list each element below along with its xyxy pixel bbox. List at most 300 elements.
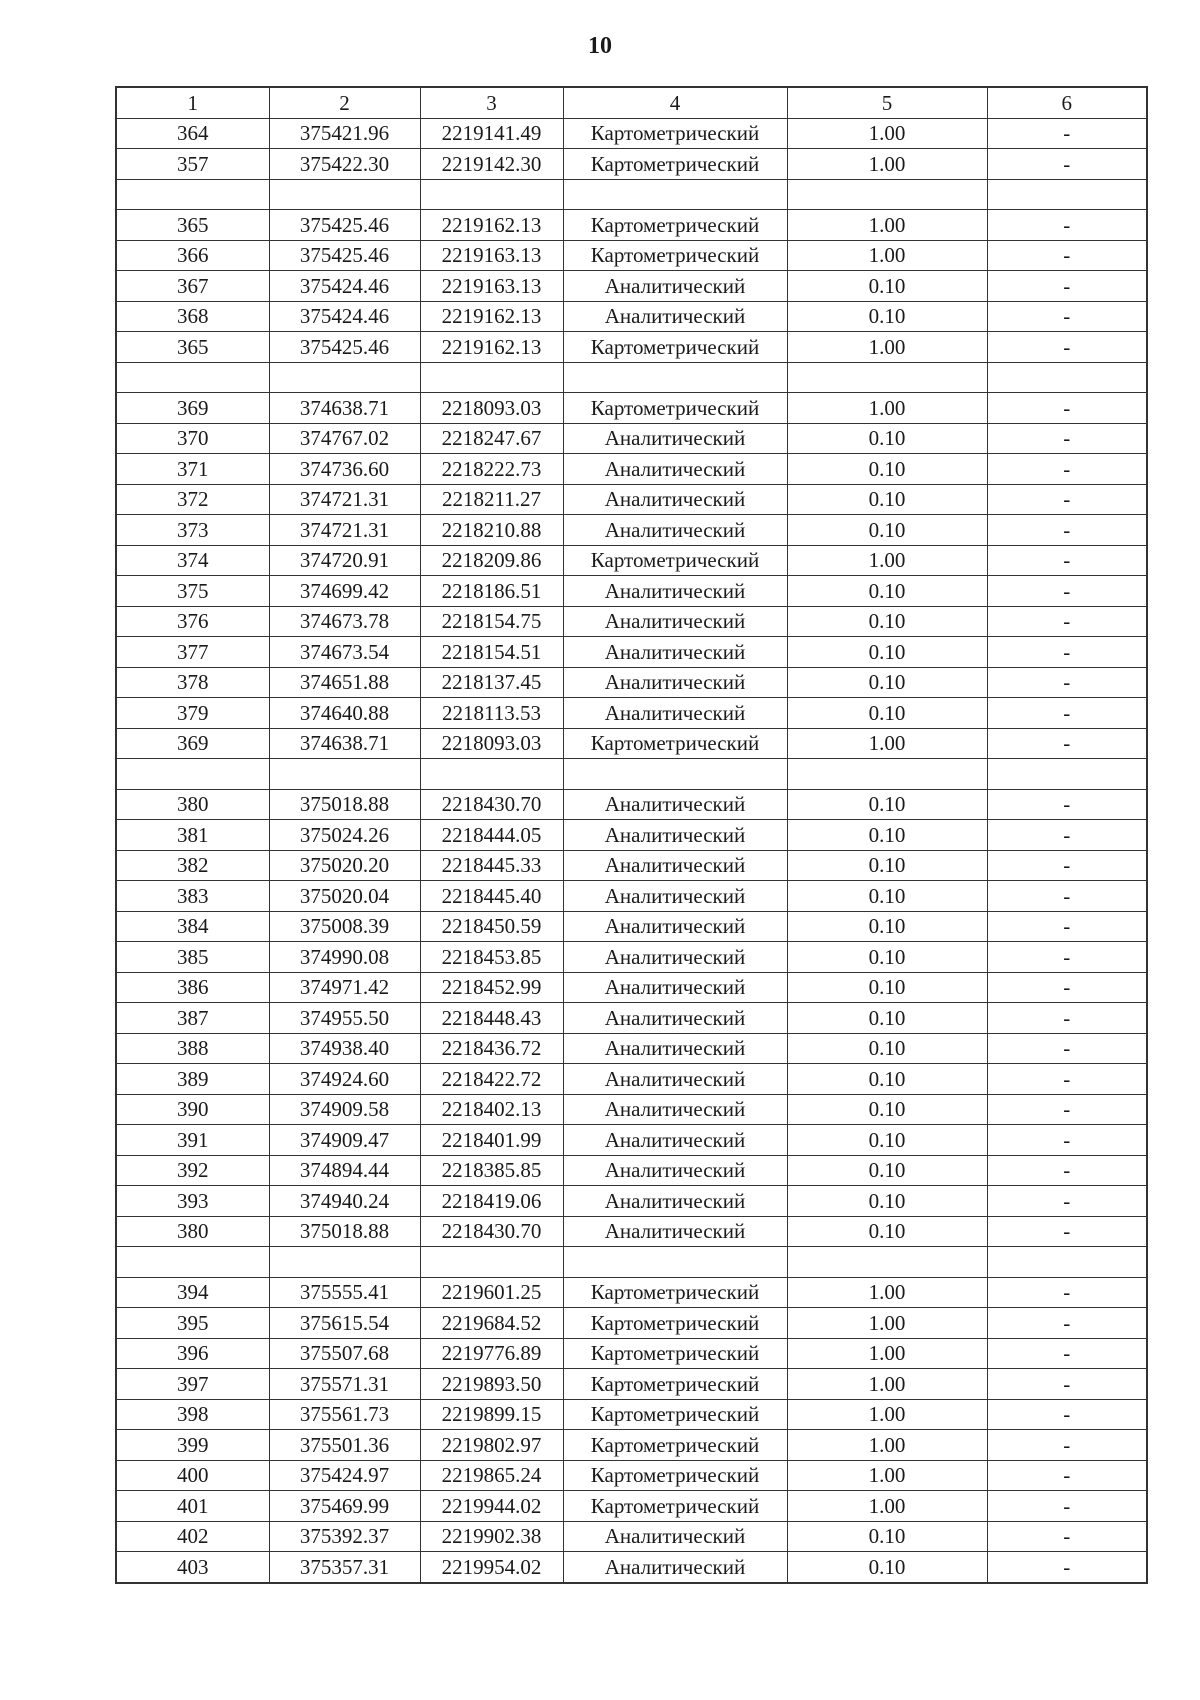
x-coordinate-cell: 374638.71: [269, 728, 420, 759]
y-coordinate-cell: 2219163.13: [420, 271, 563, 302]
accuracy-cell: [787, 759, 987, 790]
x-coordinate-cell: 374938.40: [269, 1033, 420, 1064]
point-number-cell: 374: [116, 545, 269, 576]
x-coordinate-cell: 375024.26: [269, 820, 420, 851]
y-coordinate-cell: 2218430.70: [420, 789, 563, 820]
method-cell: Аналитический: [563, 820, 787, 851]
note-cell: -: [987, 301, 1147, 332]
column-header: 2: [269, 87, 420, 118]
point-number-cell: 372: [116, 484, 269, 515]
note-cell: -: [987, 576, 1147, 607]
accuracy-cell: 0.10: [787, 1064, 987, 1095]
table-row: [116, 1094, 1147, 1125]
x-coordinate-cell: 375424.46: [269, 271, 420, 302]
table-row: [116, 545, 1147, 576]
y-coordinate-cell: 2219776.89: [420, 1338, 563, 1369]
note-cell: -: [987, 942, 1147, 973]
method-cell: Аналитический: [563, 301, 787, 332]
method-cell: Аналитический: [563, 1521, 787, 1552]
x-coordinate-cell: [269, 1247, 420, 1278]
accuracy-cell: 0.10: [787, 576, 987, 607]
x-coordinate-cell: 374721.31: [269, 515, 420, 546]
x-coordinate-cell: 374940.24: [269, 1186, 420, 1217]
point-number-cell: 369: [116, 393, 269, 424]
method-cell: Картометрический: [563, 1308, 787, 1339]
note-cell: -: [987, 271, 1147, 302]
note-cell: -: [987, 1277, 1147, 1308]
accuracy-cell: 0.10: [787, 484, 987, 515]
point-number-cell: [116, 179, 269, 210]
note-cell: -: [987, 1521, 1147, 1552]
accuracy-cell: 1.00: [787, 1460, 987, 1491]
accuracy-cell: 0.10: [787, 423, 987, 454]
table-row: [116, 1308, 1147, 1339]
note-cell: [987, 1247, 1147, 1278]
accuracy-cell: 0.10: [787, 1216, 987, 1247]
table-row: [116, 789, 1147, 820]
accuracy-cell: 0.10: [787, 301, 987, 332]
y-coordinate-cell: 2218186.51: [420, 576, 563, 607]
accuracy-cell: 0.10: [787, 1125, 987, 1156]
method-cell: Картометрический: [563, 332, 787, 363]
y-coordinate-cell: [420, 179, 563, 210]
table-row: [116, 698, 1147, 729]
method-cell: [563, 362, 787, 393]
method-cell: Картометрический: [563, 1491, 787, 1522]
table-row: [116, 1460, 1147, 1491]
x-coordinate-cell: 375357.31: [269, 1552, 420, 1583]
point-number-cell: 377: [116, 637, 269, 668]
table-row: [116, 423, 1147, 454]
point-number-cell: 381: [116, 820, 269, 851]
accuracy-cell: 1.00: [787, 393, 987, 424]
note-cell: -: [987, 911, 1147, 942]
table-row: [116, 759, 1147, 790]
method-cell: Аналитический: [563, 1003, 787, 1034]
note-cell: -: [987, 1460, 1147, 1491]
accuracy-cell: 1.00: [787, 1308, 987, 1339]
table-row: [116, 515, 1147, 546]
accuracy-cell: 0.10: [787, 789, 987, 820]
table-row: [116, 1125, 1147, 1156]
point-number-cell: 384: [116, 911, 269, 942]
y-coordinate-cell: 2218419.06: [420, 1186, 563, 1217]
method-cell: Аналитический: [563, 698, 787, 729]
y-coordinate-cell: 2219601.25: [420, 1277, 563, 1308]
note-cell: -: [987, 1308, 1147, 1339]
point-number-cell: 387: [116, 1003, 269, 1034]
note-cell: -: [987, 1338, 1147, 1369]
x-coordinate-cell: [269, 362, 420, 393]
accuracy-cell: 1.00: [787, 545, 987, 576]
table-row: [116, 1186, 1147, 1217]
y-coordinate-cell: 2218453.85: [420, 942, 563, 973]
table-row: [116, 301, 1147, 332]
point-number-cell: [116, 1247, 269, 1278]
x-coordinate-cell: 374894.44: [269, 1155, 420, 1186]
point-number-cell: 371: [116, 454, 269, 485]
x-coordinate-cell: [269, 179, 420, 210]
method-cell: Картометрический: [563, 1277, 787, 1308]
accuracy-cell: 1.00: [787, 1430, 987, 1461]
table-row: [116, 576, 1147, 607]
accuracy-cell: 0.10: [787, 850, 987, 881]
point-number-cell: 378: [116, 667, 269, 698]
point-number-cell: 380: [116, 789, 269, 820]
x-coordinate-cell: 374720.91: [269, 545, 420, 576]
note-cell: -: [987, 667, 1147, 698]
point-number-cell: 373: [116, 515, 269, 546]
x-coordinate-cell: 374699.42: [269, 576, 420, 607]
y-coordinate-cell: 2218093.03: [420, 728, 563, 759]
note-cell: -: [987, 1430, 1147, 1461]
accuracy-cell: [787, 1247, 987, 1278]
y-coordinate-cell: 2218402.13: [420, 1094, 563, 1125]
column-header: 3: [420, 87, 563, 118]
accuracy-cell: 1.00: [787, 118, 987, 149]
point-number-cell: 365: [116, 332, 269, 363]
x-coordinate-cell: 375020.04: [269, 881, 420, 912]
note-cell: -: [987, 1216, 1147, 1247]
column-header: 6: [987, 87, 1147, 118]
table-row: [116, 1216, 1147, 1247]
y-coordinate-cell: 2218154.51: [420, 637, 563, 668]
note-cell: -: [987, 789, 1147, 820]
point-number-cell: 390: [116, 1094, 269, 1125]
table-row: [116, 1369, 1147, 1400]
method-cell: [563, 179, 787, 210]
point-number-cell: 389: [116, 1064, 269, 1095]
table-row: [116, 240, 1147, 271]
method-cell: Аналитический: [563, 271, 787, 302]
method-cell: Картометрический: [563, 1430, 787, 1461]
x-coordinate-cell: 374909.58: [269, 1094, 420, 1125]
y-coordinate-cell: 2218436.72: [420, 1033, 563, 1064]
note-cell: -: [987, 423, 1147, 454]
y-coordinate-cell: 2218445.33: [420, 850, 563, 881]
x-coordinate-cell: 374971.42: [269, 972, 420, 1003]
method-cell: Картометрический: [563, 1460, 787, 1491]
table-row: [116, 911, 1147, 942]
y-coordinate-cell: 2218385.85: [420, 1155, 563, 1186]
method-cell: Аналитический: [563, 1155, 787, 1186]
accuracy-cell: 0.10: [787, 1094, 987, 1125]
table-row: [116, 881, 1147, 912]
x-coordinate-cell: 374673.54: [269, 637, 420, 668]
point-number-cell: 401: [116, 1491, 269, 1522]
accuracy-cell: 0.10: [787, 637, 987, 668]
y-coordinate-cell: 2219865.24: [420, 1460, 563, 1491]
table-row: [116, 332, 1147, 363]
method-cell: Аналитический: [563, 1216, 787, 1247]
accuracy-cell: 0.10: [787, 1003, 987, 1034]
accuracy-cell: 0.10: [787, 1155, 987, 1186]
point-number-cell: 366: [116, 240, 269, 271]
method-cell: Аналитический: [563, 637, 787, 668]
method-cell: Картометрический: [563, 1338, 787, 1369]
table-row: [116, 271, 1147, 302]
point-number-cell: 365: [116, 210, 269, 241]
y-coordinate-cell: 2218452.99: [420, 972, 563, 1003]
accuracy-cell: 0.10: [787, 911, 987, 942]
accuracy-cell: 1.00: [787, 1491, 987, 1522]
note-cell: -: [987, 1552, 1147, 1583]
x-coordinate-cell: 375020.20: [269, 850, 420, 881]
x-coordinate-cell: 374955.50: [269, 1003, 420, 1034]
method-cell: Аналитический: [563, 1033, 787, 1064]
y-coordinate-cell: 2218210.88: [420, 515, 563, 546]
point-number-cell: 391: [116, 1125, 269, 1156]
point-number-cell: [116, 759, 269, 790]
method-cell: Аналитический: [563, 850, 787, 881]
note-cell: -: [987, 698, 1147, 729]
column-header: 4: [563, 87, 787, 118]
x-coordinate-cell: 374736.60: [269, 454, 420, 485]
point-number-cell: 376: [116, 606, 269, 637]
accuracy-cell: 1.00: [787, 728, 987, 759]
note-cell: -: [987, 637, 1147, 668]
y-coordinate-cell: 2218093.03: [420, 393, 563, 424]
method-cell: Картометрический: [563, 149, 787, 180]
x-coordinate-cell: 375555.41: [269, 1277, 420, 1308]
point-number-cell: 393: [116, 1186, 269, 1217]
x-coordinate-cell: 375392.37: [269, 1521, 420, 1552]
method-cell: Аналитический: [563, 911, 787, 942]
table-row: [116, 210, 1147, 241]
accuracy-cell: 1.00: [787, 1338, 987, 1369]
accuracy-cell: [787, 179, 987, 210]
table-row: [116, 484, 1147, 515]
point-number-cell: 367: [116, 271, 269, 302]
x-coordinate-cell: 375425.46: [269, 210, 420, 241]
point-number-cell: 369: [116, 728, 269, 759]
point-number-cell: 383: [116, 881, 269, 912]
x-coordinate-cell: 374990.08: [269, 942, 420, 973]
y-coordinate-cell: 2218154.75: [420, 606, 563, 637]
method-cell: Картометрический: [563, 1399, 787, 1430]
header-row: [116, 87, 1147, 118]
x-coordinate-cell: 375615.54: [269, 1308, 420, 1339]
table-row: [116, 362, 1147, 393]
point-number-cell: 395: [116, 1308, 269, 1339]
point-number-cell: 392: [116, 1155, 269, 1186]
x-coordinate-cell: 374640.88: [269, 698, 420, 729]
point-number-cell: 368: [116, 301, 269, 332]
note-cell: -: [987, 515, 1147, 546]
note-cell: -: [987, 850, 1147, 881]
note-cell: -: [987, 393, 1147, 424]
y-coordinate-cell: [420, 759, 563, 790]
note-cell: -: [987, 240, 1147, 271]
accuracy-cell: 1.00: [787, 1369, 987, 1400]
table-row: [116, 1064, 1147, 1095]
x-coordinate-cell: 375469.99: [269, 1491, 420, 1522]
point-number-cell: 400: [116, 1460, 269, 1491]
accuracy-cell: 0.10: [787, 1521, 987, 1552]
x-coordinate-cell: 374721.31: [269, 484, 420, 515]
note-cell: -: [987, 454, 1147, 485]
table-row: [116, 1399, 1147, 1430]
method-cell: Аналитический: [563, 606, 787, 637]
x-coordinate-cell: 375507.68: [269, 1338, 420, 1369]
method-cell: Картометрический: [563, 393, 787, 424]
method-cell: Аналитический: [563, 1064, 787, 1095]
note-cell: [987, 179, 1147, 210]
table-row: [116, 118, 1147, 149]
y-coordinate-cell: 2218209.86: [420, 545, 563, 576]
y-coordinate-cell: 2218247.67: [420, 423, 563, 454]
note-cell: -: [987, 332, 1147, 363]
table-row: [116, 1247, 1147, 1278]
method-cell: Картометрический: [563, 118, 787, 149]
table-row: [116, 1277, 1147, 1308]
table-row: [116, 1552, 1147, 1583]
y-coordinate-cell: 2219954.02: [420, 1552, 563, 1583]
point-number-cell: 380: [116, 1216, 269, 1247]
note-cell: -: [987, 149, 1147, 180]
y-coordinate-cell: 2218113.53: [420, 698, 563, 729]
method-cell: Аналитический: [563, 454, 787, 485]
x-coordinate-cell: 375018.88: [269, 789, 420, 820]
method-cell: Аналитический: [563, 515, 787, 546]
accuracy-cell: 0.10: [787, 1033, 987, 1064]
note-cell: -: [987, 1186, 1147, 1217]
accuracy-cell: 0.10: [787, 271, 987, 302]
y-coordinate-cell: 2218450.59: [420, 911, 563, 942]
note-cell: -: [987, 545, 1147, 576]
y-coordinate-cell: [420, 1247, 563, 1278]
x-coordinate-cell: 375571.31: [269, 1369, 420, 1400]
x-coordinate-cell: 374651.88: [269, 667, 420, 698]
table-row: [116, 1003, 1147, 1034]
method-cell: Аналитический: [563, 1125, 787, 1156]
point-number-cell: 388: [116, 1033, 269, 1064]
table-row: [116, 1338, 1147, 1369]
y-coordinate-cell: 2218445.40: [420, 881, 563, 912]
y-coordinate-cell: 2218401.99: [420, 1125, 563, 1156]
x-coordinate-cell: 375018.88: [269, 1216, 420, 1247]
note-cell: -: [987, 484, 1147, 515]
point-number-cell: 375: [116, 576, 269, 607]
x-coordinate-cell: 375425.46: [269, 240, 420, 271]
note-cell: -: [987, 1094, 1147, 1125]
accuracy-cell: 1.00: [787, 1399, 987, 1430]
x-coordinate-cell: 375424.97: [269, 1460, 420, 1491]
accuracy-cell: 1.00: [787, 149, 987, 180]
table-row: [116, 942, 1147, 973]
table-row: [116, 1033, 1147, 1064]
coordinates-table: [115, 86, 1148, 1584]
accuracy-cell: 0.10: [787, 972, 987, 1003]
note-cell: -: [987, 820, 1147, 851]
accuracy-cell: 0.10: [787, 606, 987, 637]
y-coordinate-cell: 2219684.52: [420, 1308, 563, 1339]
note-cell: -: [987, 1491, 1147, 1522]
method-cell: Картометрический: [563, 1369, 787, 1400]
method-cell: Аналитический: [563, 1552, 787, 1583]
table-row: [116, 1521, 1147, 1552]
x-coordinate-cell: 375561.73: [269, 1399, 420, 1430]
table-row: [116, 454, 1147, 485]
x-coordinate-cell: 374638.71: [269, 393, 420, 424]
y-coordinate-cell: 2218444.05: [420, 820, 563, 851]
y-coordinate-cell: 2219163.13: [420, 240, 563, 271]
table-row: [116, 606, 1147, 637]
method-cell: Картометрический: [563, 545, 787, 576]
note-cell: -: [987, 1399, 1147, 1430]
x-coordinate-cell: 375501.36: [269, 1430, 420, 1461]
accuracy-cell: 0.10: [787, 1186, 987, 1217]
accuracy-cell: 1.00: [787, 1277, 987, 1308]
y-coordinate-cell: 2219162.13: [420, 210, 563, 241]
y-coordinate-cell: 2219141.49: [420, 118, 563, 149]
method-cell: Аналитический: [563, 423, 787, 454]
note-cell: -: [987, 728, 1147, 759]
method-cell: [563, 759, 787, 790]
note-cell: -: [987, 1155, 1147, 1186]
table-row: [116, 850, 1147, 881]
method-cell: Картометрический: [563, 240, 787, 271]
note-cell: -: [987, 1003, 1147, 1034]
point-number-cell: 403: [116, 1552, 269, 1583]
point-number-cell: 357: [116, 149, 269, 180]
y-coordinate-cell: 2219142.30: [420, 149, 563, 180]
table-row: [116, 972, 1147, 1003]
y-coordinate-cell: [420, 362, 563, 393]
note-cell: -: [987, 972, 1147, 1003]
method-cell: Аналитический: [563, 667, 787, 698]
point-number-cell: 386: [116, 972, 269, 1003]
y-coordinate-cell: 2219893.50: [420, 1369, 563, 1400]
x-coordinate-cell: 375424.46: [269, 301, 420, 332]
accuracy-cell: 0.10: [787, 515, 987, 546]
table-row: [116, 1491, 1147, 1522]
table-row: [116, 1155, 1147, 1186]
point-number-cell: 385: [116, 942, 269, 973]
method-cell: Аналитический: [563, 881, 787, 912]
method-cell: Аналитический: [563, 576, 787, 607]
table-body: [116, 118, 1147, 1583]
note-cell: -: [987, 1033, 1147, 1064]
page-number: 10: [588, 33, 612, 59]
x-coordinate-cell: 375425.46: [269, 332, 420, 363]
method-cell: Аналитический: [563, 972, 787, 1003]
column-header: 1: [116, 87, 269, 118]
note-cell: [987, 759, 1147, 790]
accuracy-cell: 0.10: [787, 1552, 987, 1583]
point-number-cell: 394: [116, 1277, 269, 1308]
y-coordinate-cell: 2219162.13: [420, 301, 563, 332]
accuracy-cell: 0.10: [787, 454, 987, 485]
method-cell: Аналитический: [563, 789, 787, 820]
x-coordinate-cell: 375421.96: [269, 118, 420, 149]
y-coordinate-cell: 2219162.13: [420, 332, 563, 363]
table-row: [116, 179, 1147, 210]
table-row: [116, 149, 1147, 180]
y-coordinate-cell: 2219802.97: [420, 1430, 563, 1461]
point-number-cell: 396: [116, 1338, 269, 1369]
point-number-cell: 402: [116, 1521, 269, 1552]
table-row: [116, 393, 1147, 424]
accuracy-cell: 0.10: [787, 881, 987, 912]
method-cell: Аналитический: [563, 484, 787, 515]
method-cell: Аналитический: [563, 942, 787, 973]
x-coordinate-cell: 374767.02: [269, 423, 420, 454]
note-cell: -: [987, 1369, 1147, 1400]
x-coordinate-cell: [269, 759, 420, 790]
method-cell: Картометрический: [563, 210, 787, 241]
table-row: [116, 667, 1147, 698]
